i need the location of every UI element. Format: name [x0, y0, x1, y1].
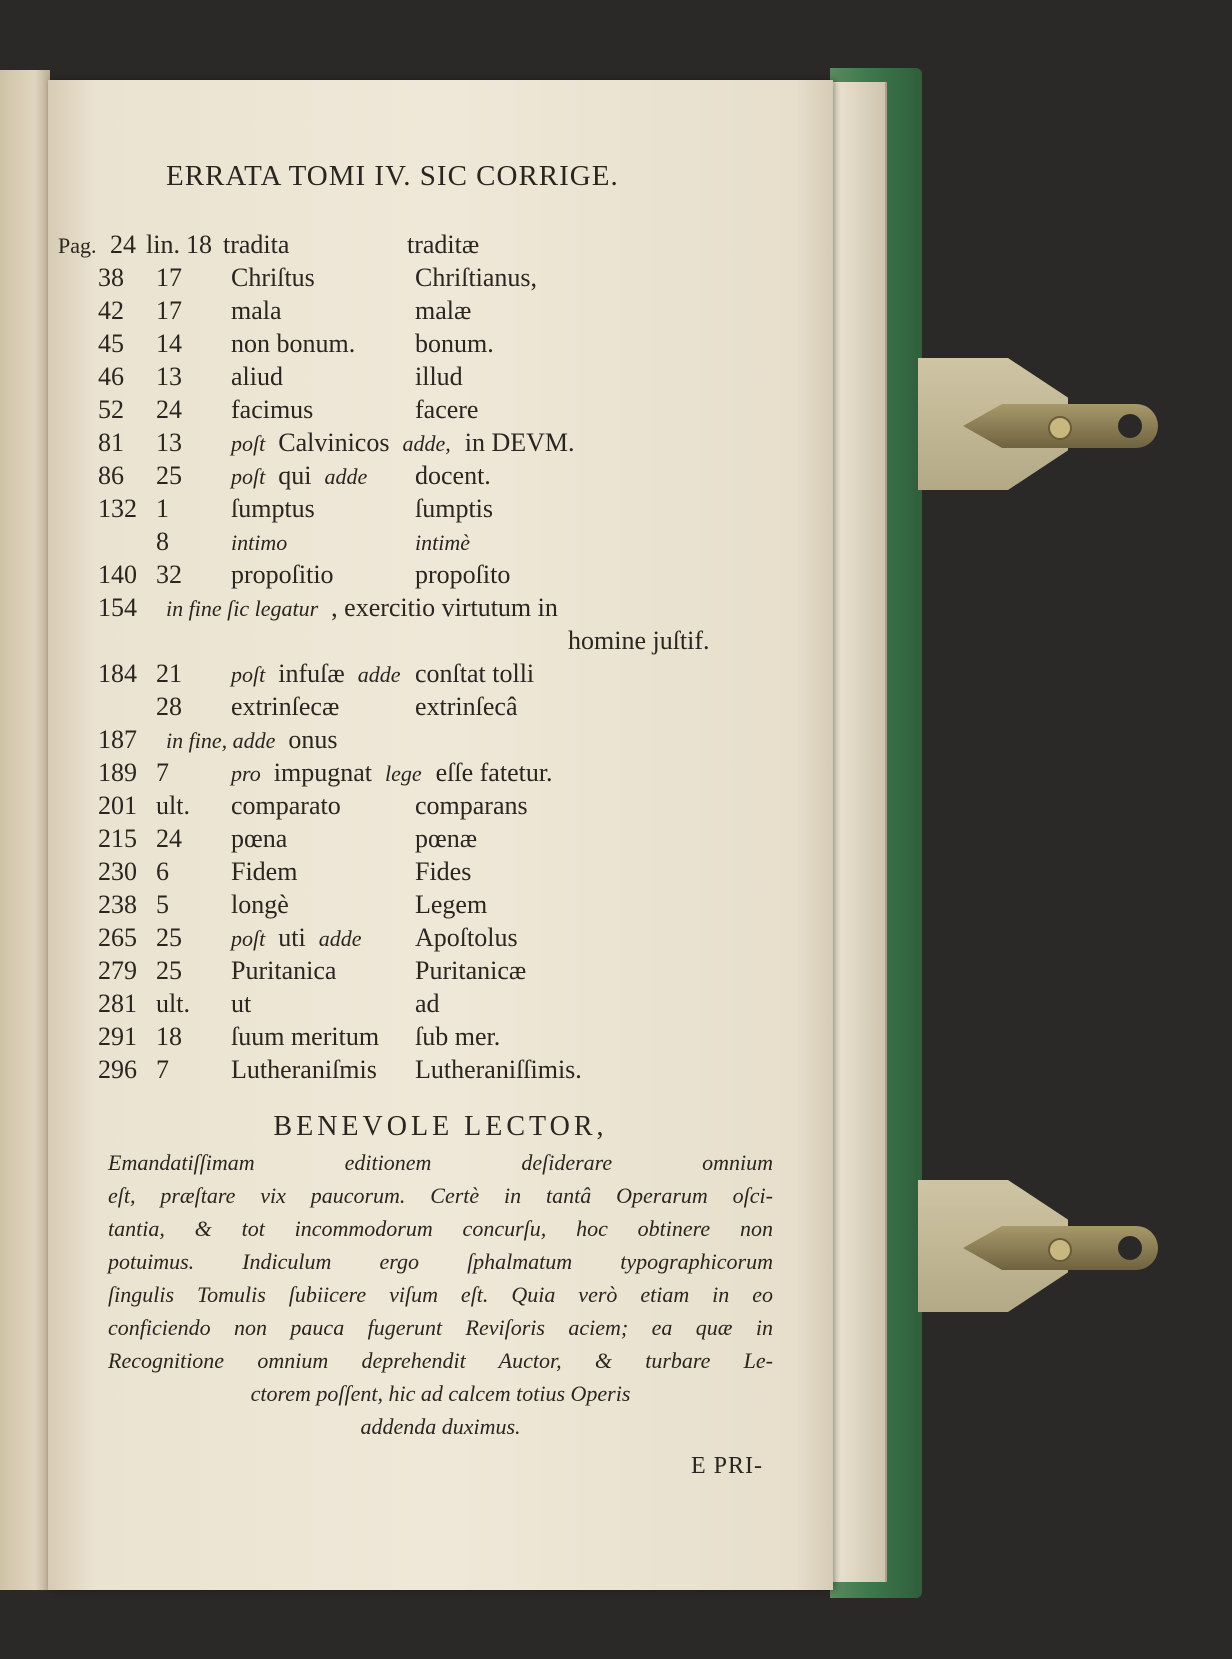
errata-instruction: poſt: [231, 431, 266, 456]
errata-correct: eſſe fatetur.: [435, 758, 553, 787]
errata-line: 25: [156, 461, 182, 490]
errata-line: 7: [156, 1055, 169, 1084]
errata-instruction: poſt: [231, 926, 266, 951]
notice-line: potuimus. Indiculum ergo ſphalmatum typographicorum: [108, 1249, 773, 1274]
errata-line: 25: [156, 956, 182, 985]
errata-line: 18: [186, 230, 212, 259]
errata-correction: [231, 1053, 415, 1086]
errata-wrong: tradita: [223, 230, 290, 259]
errata-row: [98, 789, 818, 822]
errata-row: [98, 426, 818, 459]
errata-row: [98, 591, 818, 624]
errata-line: 32: [156, 560, 182, 589]
errata-page: 140: [98, 560, 137, 589]
notice-heading: BENEVOLE LECTOR,: [273, 1111, 608, 1142]
errata-row: [98, 525, 818, 558]
errata-line: 7: [156, 758, 169, 787]
errata-row: [98, 855, 818, 888]
notice-paragraph: [108, 1146, 773, 1443]
errata-wrong: infuſæ: [278, 659, 345, 688]
errata-instruction: adde: [318, 926, 362, 951]
errata-page: 201: [98, 791, 137, 820]
errata-instruction: adde,: [402, 431, 451, 456]
errata-page: 46: [98, 362, 124, 391]
errata-correction: [231, 789, 415, 822]
errata-correct: extrinſecâ: [415, 692, 518, 721]
notice-line: eſt, præſtare vix paucorum. Certè in tantâ Operarum oſci-: [108, 1183, 773, 1208]
errata-wrong: non bonum.: [231, 329, 356, 358]
catchword: E PRI-: [691, 1453, 763, 1479]
errata-correct: Lutheraniſſimis.: [415, 1055, 582, 1084]
errata-row: [98, 756, 818, 789]
errata-row: [98, 261, 818, 294]
errata-wrong: uti: [278, 923, 306, 952]
errata-page: 279: [98, 956, 137, 985]
errata-page: 81: [98, 428, 124, 457]
errata-correct: Fides: [415, 857, 472, 886]
errata-row: [98, 822, 818, 855]
errata-page: 52: [98, 395, 124, 424]
errata-instruction: lege: [384, 761, 422, 786]
errata-wrong: ſumptus: [231, 494, 315, 523]
errata-wrong: Calvinicos: [278, 428, 390, 457]
errata-correction: [231, 987, 415, 1020]
errata-line: ult.: [156, 791, 190, 820]
errata-wrong: qui: [278, 461, 312, 490]
errata-page: 238: [98, 890, 137, 919]
errata-wrong: comparato: [231, 791, 341, 820]
errata-wrong: extrinſecæ: [231, 692, 340, 721]
errata-line: 21: [156, 659, 182, 688]
errata-correct: Chriſtianus,: [415, 263, 538, 292]
errata-wrong: facimus: [231, 395, 314, 424]
errata-wrong: ſuum meritum: [231, 1022, 380, 1051]
errata-line: 24: [156, 395, 182, 424]
errata-wrong: Fidem: [231, 857, 298, 886]
errata-page: 45: [98, 329, 124, 358]
errata-row: [98, 954, 818, 987]
errata-correction: [231, 558, 415, 591]
errata-line: 5: [156, 890, 169, 919]
errata-line: 24: [156, 824, 182, 853]
errata-line: 13: [156, 428, 182, 457]
errata-correction: [231, 954, 415, 987]
errata-correct: pœnæ: [415, 824, 478, 853]
notice-line: conficiendo non pauca fugerunt Reviſoris aciem; ea quæ in: [108, 1315, 773, 1340]
errata-row: [98, 492, 818, 525]
errata-row: [98, 888, 818, 921]
errata-correct: propoſito: [415, 560, 511, 589]
errata-line: 13: [156, 362, 182, 391]
errata-correct: intimè: [415, 530, 470, 555]
errata-page: 296: [98, 1055, 137, 1084]
errata-page: 215: [98, 824, 137, 853]
errata-wrong: pœna: [231, 824, 288, 853]
errata-row: [98, 459, 818, 492]
errata-page: 189: [98, 758, 137, 787]
pag-label: Pag.: [58, 233, 97, 258]
errata-line: 17: [156, 296, 182, 325]
errata-instruction: in fine, adde: [166, 728, 276, 753]
errata-row: [98, 723, 818, 756]
errata-page: 281: [98, 989, 137, 1018]
errata-correct: Legem: [415, 890, 488, 919]
errata-wrong: impugnat: [273, 758, 372, 787]
facing-page-edge: [0, 70, 50, 1590]
errata-wrong: Chriſtus: [231, 263, 315, 292]
errata-correct: illud: [415, 362, 463, 391]
errata-correct: traditæ: [407, 230, 480, 259]
errata-correction: [231, 822, 415, 855]
notice-line: ctorem poſſent, hic ad calcem totius Operis: [250, 1381, 631, 1406]
errata-row: [98, 327, 818, 360]
errata-row: [98, 657, 818, 690]
errata-correct: ſub mer.: [415, 1022, 501, 1051]
errata-instruction: poſt: [231, 464, 266, 489]
errata-line: 17: [156, 263, 182, 292]
notice-line: Emandatiſſimam editionem deſiderare omnium: [108, 1150, 773, 1175]
errata-correction: [231, 690, 415, 723]
errata-wrong: ut: [231, 989, 252, 1018]
notice-line: Recognitione omnium deprehendit Auctor, & turbare Le-: [108, 1348, 773, 1373]
errata-instruction: pro: [231, 761, 261, 786]
errata-correction: [223, 228, 407, 261]
errata-line: ult.: [156, 989, 190, 1018]
brass-clasp-bottom: [918, 1180, 1158, 1312]
errata-correct: malæ: [415, 296, 472, 325]
errata-instruction: adde: [324, 464, 368, 489]
errata-correction: [231, 657, 415, 691]
errata-line: 28: [156, 692, 182, 721]
errata-correct: bonum.: [415, 329, 494, 358]
errata-correction: [231, 261, 415, 294]
errata-correction: [231, 393, 415, 426]
errata-correction: [166, 591, 572, 625]
errata-page: 132: [98, 494, 137, 523]
errata-correction: [231, 756, 436, 790]
errata-correction: [231, 360, 415, 393]
errata-correct: conſtat tolli: [415, 659, 535, 688]
errata-correct: Apoſtolus: [415, 923, 518, 952]
errata-correct: ſumptis: [415, 494, 494, 523]
errata-row: [98, 294, 818, 327]
errata-page: 230: [98, 857, 137, 886]
errata-wrong: Puritanica: [231, 956, 337, 985]
errata-line: 25: [156, 923, 182, 952]
errata-row: [98, 1053, 818, 1086]
errata-row: [98, 690, 818, 723]
errata-wrong: aliud: [231, 362, 283, 391]
errata-title: ERRATA TOMI IV. SIC CORRIGE.: [166, 160, 619, 192]
errata-row: [98, 393, 818, 426]
errata-line: 8: [156, 527, 169, 556]
errata-line: 18: [156, 1022, 182, 1051]
errata-line: 14: [156, 329, 182, 358]
notice-line: ſingulis Tomulis ſubiicere viſum eſt. Quia verò etiam in eo: [108, 1282, 773, 1307]
errata-row: [58, 228, 778, 261]
errata-line: 6: [156, 857, 169, 886]
errata-page: 42: [98, 296, 124, 325]
errata-page: 187: [98, 725, 137, 754]
errata-wrong: , exercitio virtutum in: [331, 593, 558, 622]
errata-row: [98, 360, 818, 393]
errata-page: 154: [98, 593, 137, 622]
errata-correction: [166, 723, 352, 757]
errata-row: [98, 987, 818, 1020]
errata-correct: comparans: [415, 791, 528, 820]
errata-wrong: longè: [231, 890, 289, 919]
errata-correction: [231, 426, 465, 460]
errata-wrong: Lutheraniſmis: [231, 1055, 377, 1084]
errata-page: 38: [98, 263, 124, 292]
errata-page: 86: [98, 461, 124, 490]
errata-row: [98, 558, 818, 591]
errata-wrong: propoſitio: [231, 560, 334, 589]
errata-page: 24: [110, 230, 136, 259]
book-page: [48, 80, 833, 1590]
errata-correct: Puritanicæ: [415, 956, 527, 985]
errata-continuation: homine juſtif.: [568, 626, 710, 655]
errata-correction: [231, 525, 415, 559]
errata-wrong: onus: [288, 725, 338, 754]
errata-instruction: adde: [357, 662, 401, 687]
errata-correction: [231, 921, 415, 955]
errata-instruction: in fine ſic legatur: [166, 596, 319, 621]
errata-page: 184: [98, 659, 137, 688]
errata-correction: [231, 888, 415, 921]
errata-correct: facere: [415, 395, 479, 424]
errata-row: [98, 1020, 818, 1053]
errata-page: 265: [98, 923, 137, 952]
errata-wrong: intimo: [231, 530, 288, 555]
errata-correction: [231, 327, 415, 360]
errata-correct: in DEVM.: [464, 428, 575, 457]
notice-line: tantia, & tot incommodorum concurſu, hoc obtinere non: [108, 1216, 773, 1241]
errata-correction: [231, 855, 415, 888]
errata-correction: [231, 492, 415, 525]
notice-block: [108, 1108, 773, 1481]
lin-label: lin.: [146, 230, 180, 259]
errata-row: [98, 921, 818, 954]
errata-instruction: poſt: [231, 662, 266, 687]
errata-page: 291: [98, 1022, 137, 1051]
errata-correct: docent.: [415, 461, 491, 490]
errata-correction: [231, 294, 415, 327]
errata-correct: ad: [415, 989, 440, 1018]
errata-correction: [231, 459, 415, 493]
notice-line: addenda duximus.: [360, 1414, 521, 1439]
errata-correction: [231, 1020, 415, 1053]
brass-clasp-top: [918, 358, 1158, 490]
errata-line: 1: [156, 494, 169, 523]
errata-wrong: mala: [231, 296, 282, 325]
